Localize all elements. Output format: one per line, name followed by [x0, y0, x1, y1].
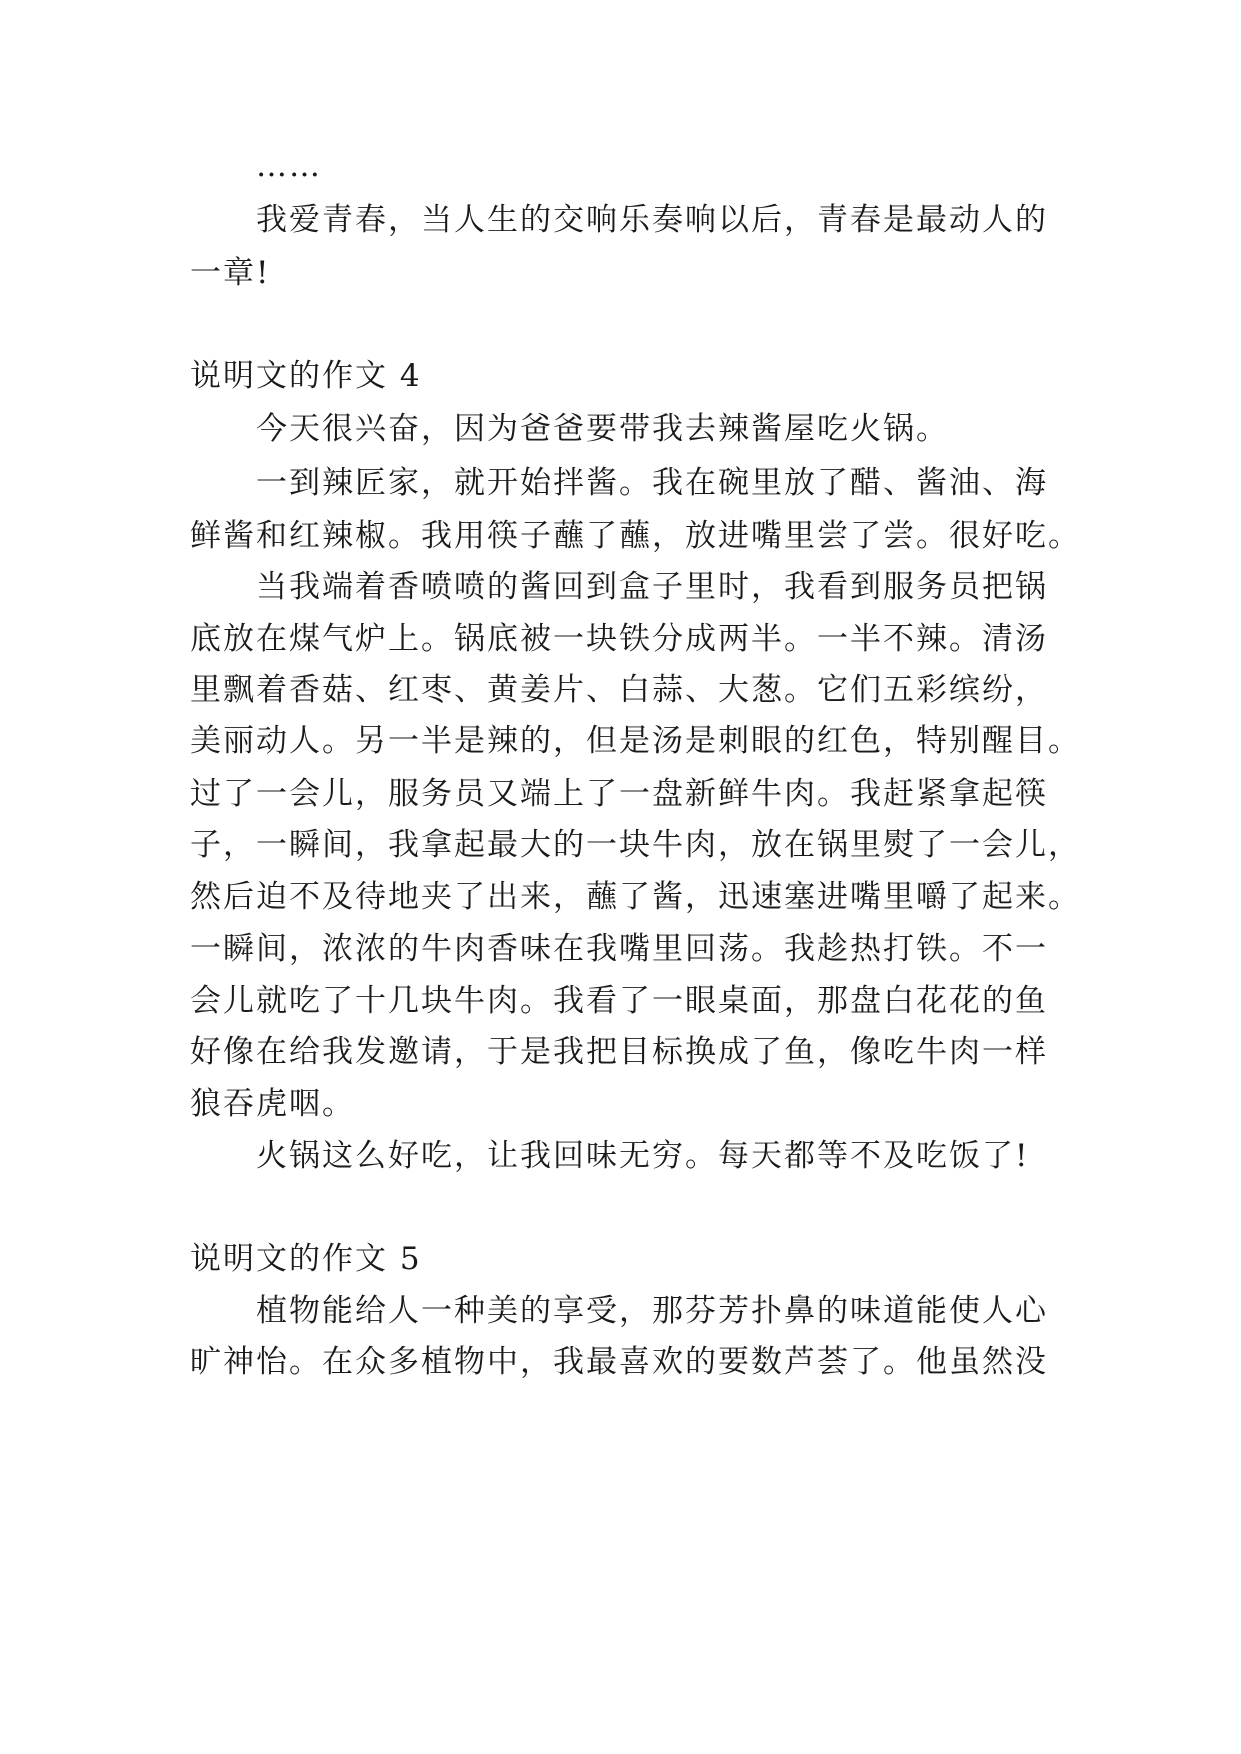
- paragraph-line: 过了一会儿，服务员又端上了一盘新鲜牛肉。我赶紧拿起筷: [190, 776, 1048, 812]
- section-heading: 说明文的作文 5: [190, 1241, 422, 1277]
- paragraph-line: 底放在煤气炉上。锅底被一块铁分成两半。一半不辣。清汤: [190, 621, 1048, 657]
- paragraph-line: 狼吞虎咽。: [190, 1086, 355, 1122]
- paragraph-line: 会儿就吃了十几块牛肉。我看了一眼桌面，那盘白花花的鱼: [190, 983, 1048, 1019]
- paragraph-line: 当我端着香喷喷的酱回到盒子里时，我看到服务员把锅: [256, 569, 1048, 605]
- paragraph-line: 我爱青春，当人生的交响乐奏响以后，青春是最动人的: [256, 202, 1048, 238]
- paragraph-line: 火锅这么好吃，让我回味无穷。每天都等不及吃饭了!: [256, 1138, 1030, 1174]
- section-heading: 说明文的作文 4: [190, 358, 422, 394]
- ellipsis-line: ……: [256, 148, 322, 184]
- paragraph-line: 旷神怡。在众多植物中，我最喜欢的要数芦荟了。他虽然没: [190, 1344, 1048, 1380]
- paragraph-line: 今天很兴奋，因为爸爸要带我去辣酱屋吃火锅。: [256, 411, 949, 447]
- paragraph-line: 一章!: [190, 255, 271, 291]
- paragraph-line: 植物能给人一种美的享受，那芬芳扑鼻的味道能使人心: [256, 1293, 1048, 1329]
- paragraph-line: 子，一瞬间，我拿起最大的一块牛肉，放在锅里熨了一会儿，: [190, 827, 1081, 863]
- paragraph-line: 里飘着香菇、红枣、黄姜片、白蒜、大葱。它们五彩缤纷，: [190, 672, 1048, 708]
- paragraph-line: 然后迫不及待地夹了出来，蘸了酱，迅速塞进嘴里嚼了起来。: [190, 879, 1081, 915]
- paragraph-line: 美丽动人。另一半是辣的，但是汤是刺眼的红色，特别醒目。: [190, 723, 1081, 759]
- paragraph-line: 鲜酱和红辣椒。我用筷子蘸了蘸，放进嘴里尝了尝。很好吃。: [190, 518, 1081, 554]
- paragraph-line: 一到辣匠家，就开始拌酱。我在碗里放了醋、酱油、海: [256, 465, 1048, 501]
- paragraph-line: 好像在给我发邀请，于是我把目标换成了鱼，像吃牛肉一样: [190, 1034, 1048, 1070]
- paragraph-line: 一瞬间，浓浓的牛肉香味在我嘴里回荡。我趁热打铁。不一: [190, 931, 1048, 967]
